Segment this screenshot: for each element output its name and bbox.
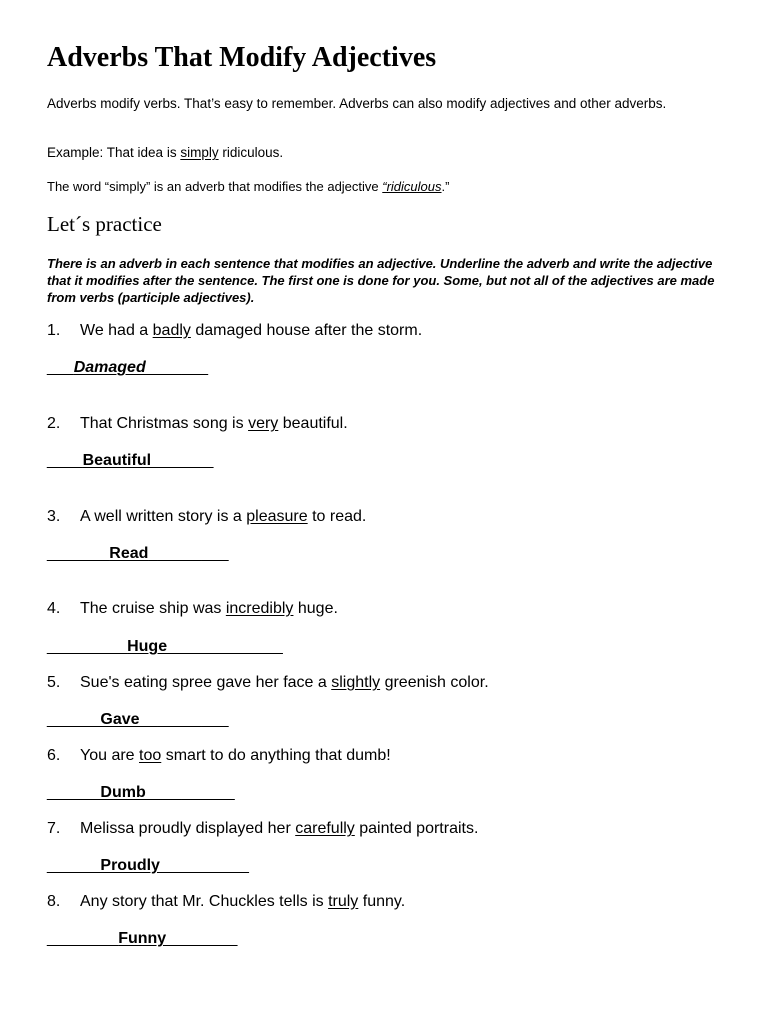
answer-line [47, 711, 229, 729]
explanation-suffix: .” [441, 179, 450, 194]
exercise-number: 1. [47, 322, 61, 339]
sentence-text: We had a [80, 322, 153, 339]
sentence-text: damaged house after the storm. [190, 322, 423, 339]
sentence-text: Sue's eating spree gave her face a [80, 674, 332, 691]
answer-blank: _______ [151, 452, 214, 469]
answer-blank: ________ [47, 930, 119, 947]
underlined-adverb: pleasure [246, 508, 308, 525]
sentence-text: smart to do anything that dumb! [161, 747, 391, 764]
exercise-number: 3. [47, 508, 61, 525]
answer-line [47, 452, 213, 470]
underlined-adverb: badly [152, 322, 191, 339]
answer-line [47, 930, 237, 948]
sentence-text: Any story that Mr. Chuckles tells is [80, 893, 329, 910]
answer-blank: _________ [148, 545, 229, 562]
answer-line [47, 638, 283, 656]
intro-paragraph: Adverbs modify verbs. That’s easy to remember. Adverbs can also modify adjectives and other adverbs. [47, 96, 667, 111]
answer-blank: _______ [47, 545, 110, 562]
sentence-text: painted portraits. [354, 820, 479, 837]
answer-blank: ______ [47, 711, 101, 728]
exercise-number: 8. [47, 893, 61, 910]
answer-blank: ___ [47, 359, 74, 376]
exercise-number: 7. [47, 820, 61, 837]
answer-blank: ________ [166, 930, 238, 947]
answer-blank: __________ [145, 784, 235, 801]
explanation-prefix: The word “simply” is an adverb that modifies the adjective [47, 179, 383, 194]
exercise-sentence [47, 747, 391, 765]
sentence-text: to read. [307, 508, 367, 525]
explanation-adjective: “ridiculous [382, 179, 442, 194]
answer-word: Gave [100, 711, 140, 728]
example-prefix: Example: That idea is [47, 145, 181, 160]
underlined-adverb: slightly [331, 674, 381, 691]
example-adverb: simply [180, 145, 219, 160]
sentence-text: beautiful. [278, 415, 348, 432]
exercise-sentence [47, 600, 338, 618]
answer-word: Huge [127, 638, 168, 655]
answer-blank: _________ [47, 638, 128, 655]
underlined-adverb: very [248, 415, 279, 432]
exercise-number: 2. [47, 415, 61, 432]
underlined-adverb: truly [328, 893, 359, 910]
answer-blank: ____ [47, 452, 83, 469]
example-suffix: ridiculous. [218, 145, 284, 160]
example-sentence [47, 145, 283, 160]
underlined-adverb: too [139, 747, 162, 764]
exercise-sentence [47, 674, 489, 692]
sentence-text: greenish color. [380, 674, 489, 691]
exercise-sentence [47, 415, 348, 433]
underlined-adverb: incredibly [225, 600, 294, 617]
answer-word: Proudly [100, 857, 160, 874]
answer-word: Read [109, 545, 149, 562]
answer-line [47, 359, 208, 377]
exercise-sentence [47, 508, 366, 526]
answer-line [47, 857, 249, 875]
sentence-text: A well written story is a [80, 508, 247, 525]
page-title: Adverbs That Modify Adjectives [47, 42, 437, 73]
exercise-sentence [47, 322, 422, 340]
answer-line [47, 784, 235, 802]
answer-blank: ______ [47, 784, 101, 801]
answer-blank: _______ [145, 359, 209, 376]
answer-word: Dumb [100, 784, 146, 801]
sentence-text: Melissa proudly displayed her [80, 820, 296, 837]
exercise-sentence [47, 893, 405, 911]
sentence-text: funny. [358, 893, 406, 910]
answer-line [47, 545, 229, 563]
exercise-number: 4. [47, 600, 61, 617]
sentence-text: That Christmas song is [80, 415, 249, 432]
answer-blank: __________ [159, 857, 249, 874]
answer-blank: _____________ [167, 638, 283, 655]
instructions: There is an adverb in each sentence that modifies an adjective. Underline the adverb and write the adjective that it modifies after the sentence. The first one is done for you. Some, but not all of the adjectives are made from verbs (participle adjectives). [47, 256, 715, 305]
answer-word: Beautiful [82, 452, 152, 469]
sentence-text: huge. [293, 600, 338, 617]
underlined-adverb: carefully [295, 820, 355, 837]
answer-blank: ______ [47, 857, 101, 874]
answer-word: Damaged [73, 359, 146, 376]
practice-heading: Let´s practice [47, 212, 162, 236]
sentence-text: The cruise ship was [80, 600, 226, 617]
example-explanation [47, 179, 449, 194]
sentence-text: You are [80, 747, 140, 764]
exercise-number: 6. [47, 747, 61, 764]
exercise-sentence [47, 820, 478, 838]
answer-word: Funny [118, 930, 167, 947]
exercise-number: 5. [47, 674, 61, 691]
answer-blank: __________ [139, 711, 229, 728]
